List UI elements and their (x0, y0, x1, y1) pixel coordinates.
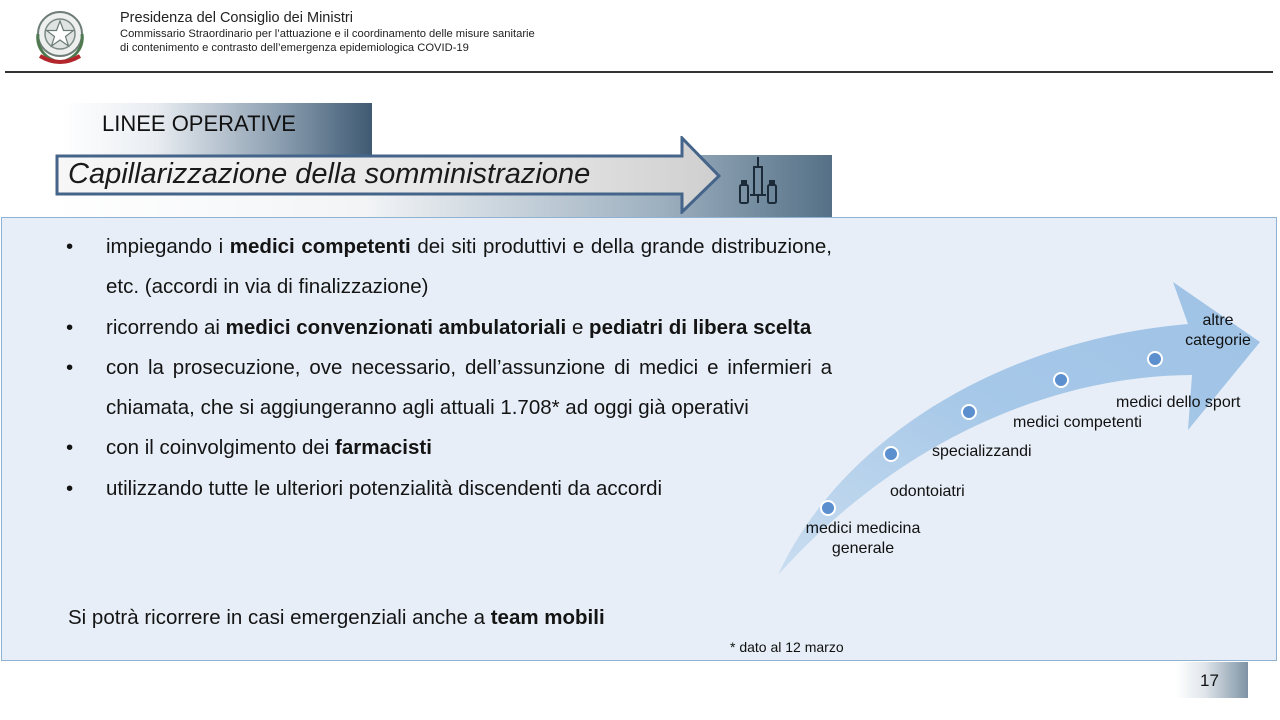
bullet-text: con il coinvolgimento dei (106, 436, 336, 460)
bullet-list (66, 227, 832, 509)
bullet-bold-text: medici convenzionati ambulatoriali (225, 315, 567, 339)
step-label-medici-medicina-generale: medici medicina generale (805, 520, 921, 557)
org-subtitle-line-1: Commissario Straordinario per l’attuazione e il coordinamento delle misure sanitarie (120, 28, 535, 40)
bullet-item (66, 428, 832, 468)
step-dot-4 (1054, 373, 1068, 387)
slide-subtitle: Capillarizzazione della somministrazione (68, 158, 591, 190)
header-divider (5, 71, 1273, 73)
step-label-medici-competenti: medici competenti (1013, 414, 1142, 431)
bullet-item (66, 469, 832, 509)
italian-republic-emblem-icon (30, 4, 90, 68)
bullet-item (66, 227, 832, 308)
step-label-medici-dello-sport: medici dello sport (1116, 394, 1241, 411)
step-label-odontoiatri: odontoiatri (890, 483, 965, 500)
closing-text: Si potrà ricorrere in casi emergenziali anche a (68, 606, 491, 629)
step-dot-2 (884, 447, 898, 461)
bullet-bold-text: pediatri di libera scelta (589, 315, 812, 339)
vaccine-vials-icon (736, 155, 782, 209)
bullet-text: impiegando i (106, 235, 230, 258)
bullet-item (66, 348, 832, 429)
org-subtitle-line-2: di contenimento e contrasto dell’emergenza epidemiologica COVID-19 (120, 42, 469, 54)
bullet-bold-text: medici competenti (229, 235, 411, 258)
organization-heading (120, 10, 535, 55)
step-label-altre-categorie: altre categorie (1185, 312, 1251, 349)
bullet-text: con la prosecuzione, ove necessario, dell’assunzione di medici e infermieri a chiamata, che si aggiungeranno agli attuali 1.708* ad oggi già operativi (106, 355, 832, 420)
bullet-text: e (566, 315, 590, 339)
bullet-text: utilizzando tutte le ulteriori potenzialità discendenti da accordi (106, 476, 663, 500)
step-dot-1 (821, 501, 835, 515)
org-name: Presidenza del Consiglio dei Ministri (120, 10, 353, 26)
page-number-box (1176, 662, 1248, 698)
footnote: * dato al 12 marzo (730, 639, 844, 655)
bullet-text: ricorrendo ai (106, 315, 226, 339)
page-number: 17 (1200, 671, 1219, 690)
bullet-bold-text: farmacisti (335, 436, 432, 460)
step-dot-5 (1148, 352, 1162, 366)
bullet-text: dei siti produttivi e della grande distribuzione, etc. (accordi in via di finalizzazione) (106, 235, 832, 299)
bullet-item (66, 308, 832, 348)
header (0, 0, 1280, 72)
closing-bold-text: team mobili (490, 606, 605, 629)
section-tag-label: LINEE OPERATIVE (102, 111, 296, 136)
closing-statement (68, 606, 605, 630)
step-dot-3 (962, 405, 976, 419)
step-label-specializzandi: specializzandi (932, 443, 1032, 460)
